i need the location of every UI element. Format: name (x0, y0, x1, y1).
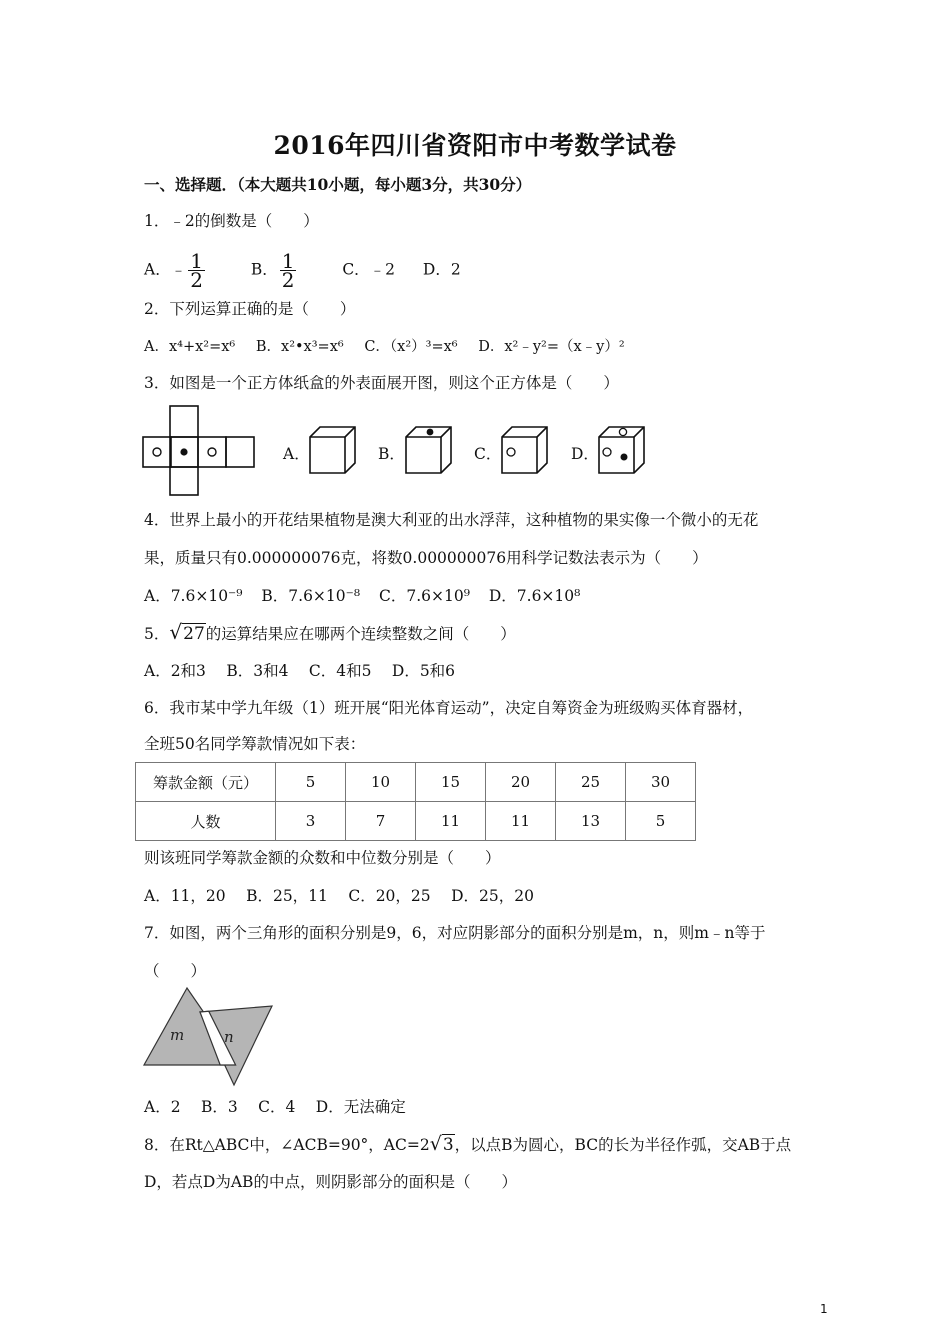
fraction-denominator: 2 (190, 268, 203, 292)
table-cell: 5 (626, 802, 696, 841)
q3-option-a-label: A． (283, 445, 310, 463)
q1-stem: 1．﹣2的倒数是（ ） (144, 212, 319, 230)
cube-option-d (597, 425, 647, 477)
table-cell: 11 (416, 802, 486, 841)
q4-option-b: B．7.6×10⁻⁸ (261, 587, 361, 605)
table-cell: 15 (416, 763, 486, 802)
table-cell: 10 (346, 763, 416, 802)
table-cell: 3 (276, 802, 346, 841)
q6-question: 则该班同学筹款金额的众数和中位数分别是（ ） (144, 849, 501, 867)
page-title: 2016年四川省资阳市中考数学试卷 (273, 131, 677, 160)
q6-stem-line1: 6．我市某中学九年级（1）班开展“阳光体育运动”，决定自筹资金为班级购买体育器材， (144, 699, 754, 717)
table-header-cell: 筹款金额（元） (136, 763, 276, 802)
q4-options (144, 586, 580, 606)
table-cell: 5 (276, 763, 346, 802)
cube-option-c (500, 425, 550, 477)
q4-option-d: D．7.6×10⁸ (488, 587, 581, 605)
q8-radicand: 3 (442, 1135, 454, 1155)
q3-option-b-label: B． (378, 445, 405, 463)
q8-stem-text: 8．在Rt△ABC中，∠ACB=90°，AC=2 (144, 1136, 430, 1154)
fraction-numerator: 1 (281, 249, 295, 273)
table-row (136, 802, 696, 841)
table-cell: 7 (346, 802, 416, 841)
q1-option-d: D．2 (422, 260, 461, 279)
q6-stem-line2: 全班50名同学筹款情况如下表： (144, 735, 366, 753)
overlapping-triangles-diagram (140, 985, 275, 1090)
q7-options: A．2 B．3 C．4 D．无法确定 (144, 1098, 406, 1116)
q2-option-a: A．x⁴+x²=x⁶ (144, 339, 236, 355)
table-header-cell: 人数 (136, 802, 276, 841)
q7-stem-line1: 7．如图，两个三角形的面积分别是9，6，对应阴影部分的面积分别是m，n，则m﹣n等于 (144, 924, 766, 942)
q1-option-a-fraction (188, 249, 205, 292)
section-heading: 一、选择题．（本大题共10小题，每小题3分，共30分） (144, 175, 532, 194)
table-row (136, 763, 696, 802)
table-cell: 30 (626, 763, 696, 802)
table-cell: 25 (556, 763, 626, 802)
page-number: 1 (820, 1302, 828, 1316)
q4-option-a: A．7.6×10⁻⁹ (144, 587, 243, 605)
q2-option-d: D．x²﹣y²=（x﹣y）² (478, 339, 625, 355)
q4-stem-line1: 4．世界上最小的开花结果植物是澳大利亚的出水浮萍，这种植物的果实像一个微小的无花 (144, 511, 759, 529)
q5-stem (144, 622, 516, 644)
q5-radicand: 27 (183, 624, 205, 644)
cube-option-b (404, 425, 454, 477)
q8-stem-line1 (144, 1134, 791, 1155)
q7-stem-line2: （ ） (144, 962, 207, 980)
fraction-denominator: 2 (281, 268, 295, 292)
q2-option-b: B．x²•x³=x⁶ (255, 339, 344, 355)
q2-options (144, 337, 625, 357)
q5-number: 5． (144, 625, 170, 643)
table-cell: 20 (486, 763, 556, 802)
q3-option-d-label: D． (571, 445, 599, 463)
cube-net-diagram (140, 403, 265, 498)
fundraising-table (135, 762, 696, 841)
label-m: m (170, 1026, 185, 1044)
q3-stem: 3．如图是一个正方体纸盒的外表面展开图，则这个正方体是（ ） (144, 374, 619, 392)
q4-stem-line2: 果，质量只有0.000000076克，将数0.000000076用科学记数法表示为（ ） (144, 549, 708, 567)
q6-options: A．11，20 B．25，11 C．20，25 D．25，20 (144, 887, 534, 905)
q2-option-c: C．（x²）³=x⁶ (364, 339, 458, 355)
q1-option-c: C．﹣2 (342, 260, 396, 279)
q8-radical: √3 (429, 1133, 454, 1155)
cube-option-a (308, 425, 358, 477)
table-cell: 11 (486, 802, 556, 841)
q1-option-a-prefix: A．﹣ (144, 260, 187, 279)
q1-options (144, 249, 461, 292)
q5-stem-text: 的运算结果应在哪两个连续整数之间（ ） (205, 625, 516, 643)
q2-stem: 2．下列运算正确的是（ ） (144, 300, 356, 318)
q4-option-c: C．7.6×10⁹ (378, 587, 470, 605)
q5-options: A．2和3 B．3和4 C．4和5 D．5和6 (144, 662, 456, 680)
q5-radical: √27 (169, 620, 205, 644)
q1-option-b-prefix: B． (250, 260, 278, 279)
table-cell: 13 (556, 802, 626, 841)
fraction-numerator: 1 (190, 249, 203, 273)
q8-stem-line2: D，若点D为AB的中点，则阴影部分的面积是（ ） (144, 1173, 517, 1191)
q3-option-c-label: C． (474, 445, 502, 463)
q1-option-b-fraction (280, 249, 297, 292)
q8-stem-text-continued: ，以点B为圆心，BC的长为半径作弧，交AB于点 (454, 1136, 792, 1154)
label-n: n (224, 1028, 234, 1046)
